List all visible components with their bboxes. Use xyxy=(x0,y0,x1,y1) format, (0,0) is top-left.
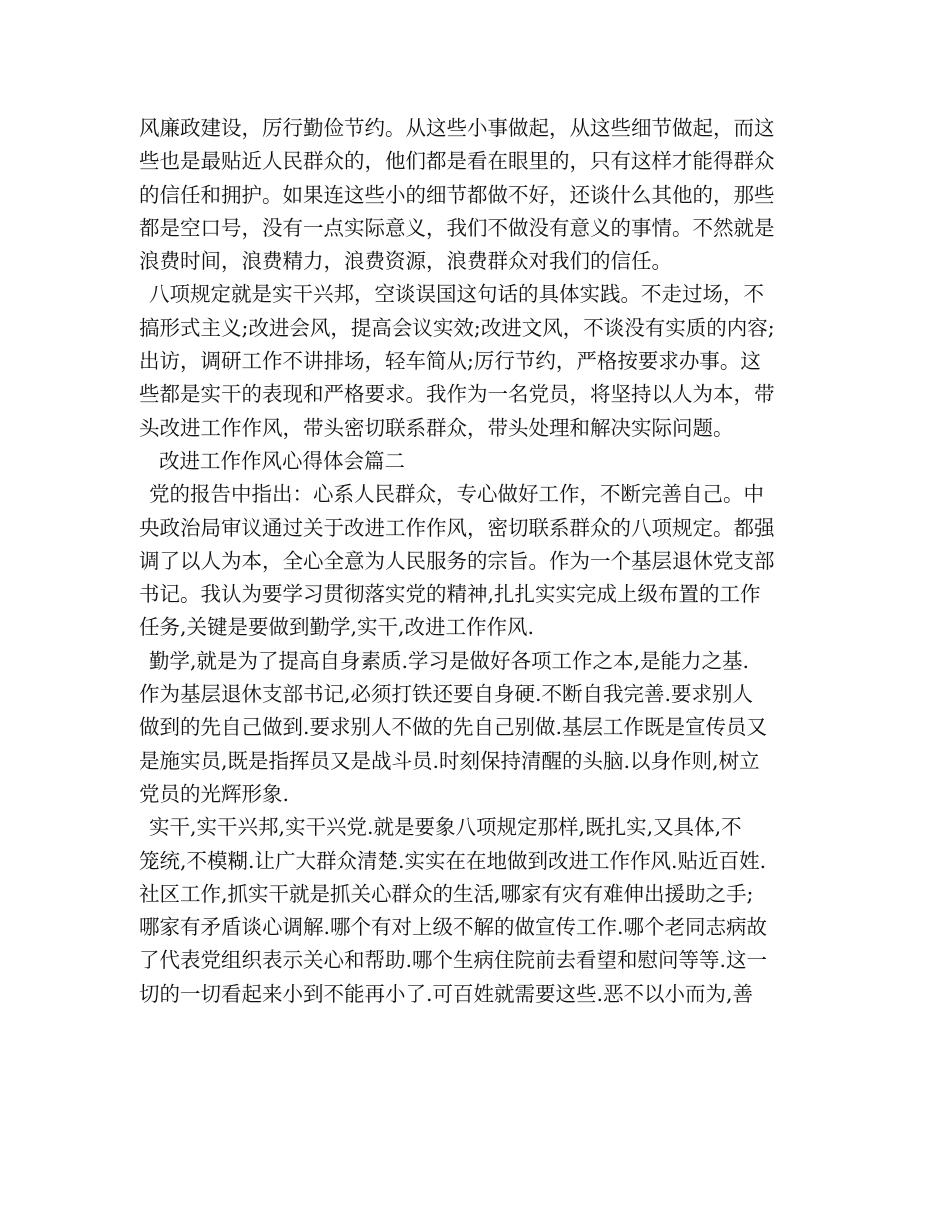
paragraph-start-line: 勤学,就是为了提高自身素质.学习是做好各项工作之本,是能力之基. xyxy=(149,648,750,673)
text-line: 哪家有矛盾谈心调解.哪个有对上级不解的做宣传工作.哪个老同志病故 xyxy=(139,915,768,940)
paragraph-start-line: 实干,实干兴邦,实干兴党.就是要象八项规定那样,既扎实,又具体,不 xyxy=(149,815,742,840)
text-line: 搞形式主义;改进会风，提高会议实效;改进文风，不谈没有实质的内容; xyxy=(139,315,775,340)
text-line: 做到的先自己做到.要求别人不做的先自己别做.基层工作既是宣传员又 xyxy=(139,715,768,740)
text-line: 党员的光辉形象. xyxy=(139,781,290,806)
text-line: 头改进工作作风，带头密切联系群众，带头处理和解决实际问题。 xyxy=(139,415,734,440)
text-line: 是施实员,既是指挥员又是战斗员.时刻保持清醒的头脑.以身作则,树立 xyxy=(139,748,760,773)
text-line: 作为基层退休支部书记,必须打铁还要自身硬.不断自我完善.要求别人 xyxy=(139,682,754,707)
paragraph-start-line: 党的报告中指出：心系人民群众，专心做好工作，不断完善自己。中 xyxy=(149,482,764,507)
text-line: 都是空口号，没有一点实际意义，我们不做没有意义的事情。不然就是 xyxy=(139,215,775,240)
text-line: 调了以人为本，全心全意为人民服务的宗旨。作为一个基层退休党支部 xyxy=(139,548,775,573)
text-line: 的信任和拥护。如果连这些小的细节都做不好，还谈什么其他的，那些 xyxy=(139,182,775,207)
section-heading: 改进工作作风心得体会篇二 xyxy=(159,448,405,473)
text-line: 笼统,不模糊.让广大群众清楚.实实在在地做到改进工作作风.贴近百姓. xyxy=(139,848,767,873)
text-line: 书记。我认为要学习贯彻落实党的精神,扎扎实实完成上级布置的工作 xyxy=(139,582,761,607)
text-line: 任务,关键是要做到勤学,实干,改进工作作风. xyxy=(139,615,535,640)
text-line: 央政治局审议通过关于改进工作作风，密切联系群众的八项规定。都强 xyxy=(139,515,775,540)
text-line: 浪费时间，浪费精力，浪费资源，浪费群众对我们的信任。 xyxy=(139,249,672,274)
text-line: 些都是实干的表现和严格要求。我作为一名党员，将坚持以人为本，带 xyxy=(139,382,775,407)
text-line: 社区工作,抓实干就是抓关心群众的生活,哪家有灾有难伸出援助之手; xyxy=(139,881,754,906)
text-line: 出访，调研工作不讲排场，轻车简从;厉行节约，严格按要求办事。这 xyxy=(139,349,761,374)
text-line: 风廉政建设，厉行勤俭节约。从这些小事做起，从这些细节做起，而这 xyxy=(139,116,775,140)
text-line: 了代表党组织表示关心和帮助.哪个生病住院前去看望和慰问等等.这一 xyxy=(139,948,768,973)
document-body xyxy=(139,112,813,1011)
text-line: 些也是最贴近人民群众的，他们都是看在眼里的，只有这样才能得群众 xyxy=(139,149,775,174)
paragraph-start-line: 八项规定就是实干兴邦，空谈误国这句话的具体实践。不走过场，不 xyxy=(149,282,764,307)
text-line: 切的一切看起来小到不能再小了.可百姓就需要这些.恶不以小而为,善 xyxy=(139,981,754,1006)
